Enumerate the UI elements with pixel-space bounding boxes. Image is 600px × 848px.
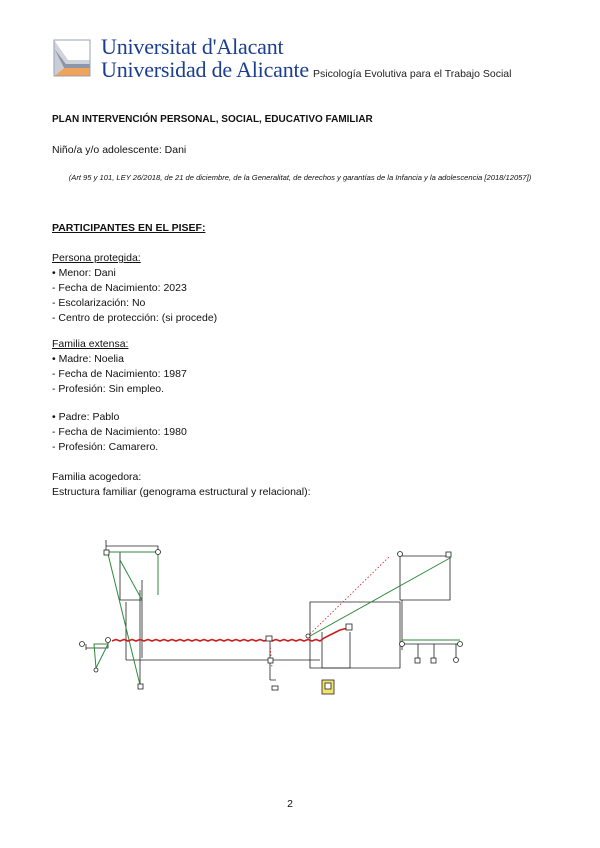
father-block	[52, 410, 187, 455]
extended-family-block	[52, 337, 187, 397]
document-title: PLAN INTERVENCIÓN PERSONAL, SOCIAL, EDUCATIVO FAMILIAR	[52, 114, 373, 125]
father-line: • Padre: Pablo	[52, 411, 120, 423]
mother-line: - Fecha de Nacimiento: 1987	[52, 368, 187, 380]
university-name-ca: Universitat d'Alacant	[101, 34, 284, 59]
protected-line: • Menor: Dani	[52, 267, 116, 279]
course-name: Psicología Evolutiva para el Trabajo Social	[313, 68, 512, 80]
protected-heading: Persona protegida:	[52, 252, 141, 264]
page-number: 2	[287, 798, 293, 810]
foster-heading: Familia acogedora:	[52, 471, 142, 483]
protected-line: - Fecha de Nacimiento: 2023	[52, 282, 187, 294]
father-line: - Profesión: Camarero.	[52, 441, 159, 453]
structure-line: Estructura familiar (genograma estructural y relacional):	[52, 486, 311, 498]
foster-block	[52, 470, 311, 500]
mother-line: • Madre: Noelia	[52, 353, 124, 365]
protected-line: - Centro de protección: (si procede)	[52, 312, 218, 324]
child-line: Niño/a y/o adolescente: Dani	[52, 144, 187, 156]
extended-heading: Familia extensa:	[52, 338, 129, 350]
protected-line: - Escolarización: No	[52, 297, 146, 309]
section-title: PARTICIPANTES EN EL PISEF:	[52, 222, 206, 234]
mother-line: - Profesión: Sin empleo.	[52, 383, 165, 395]
university-name-es: Universidad de Alicante	[101, 57, 309, 82]
protected-person-block	[52, 251, 217, 326]
genogram-diagram	[60, 540, 480, 710]
university-logo-icon	[52, 38, 92, 78]
law-reference: (Art 95 y 101, LEY 26/2018, de 21 de diciembre, de la Generalitat, de derechos y garantías de la Infancia y la adolescencia [2018/12057])	[68, 173, 532, 182]
father-line: - Fecha de Nacimiento: 1980	[52, 426, 187, 438]
